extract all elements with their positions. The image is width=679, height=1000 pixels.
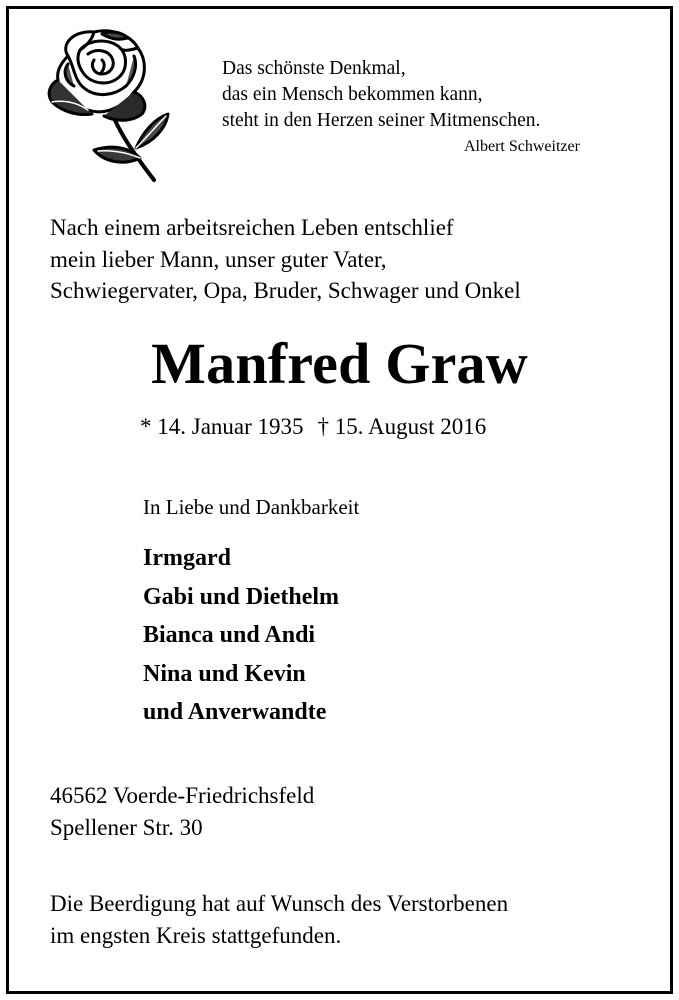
rose-icon <box>44 26 174 186</box>
quote-line: Das schönste Denkmal, <box>222 58 406 79</box>
intro-line: Nach einem arbeitsreichen Leben entschlief <box>50 215 454 240</box>
quote <box>222 56 540 134</box>
quote-line: das ein Mensch bekommen kann, <box>222 84 483 105</box>
mourner: Irmgard <box>143 545 231 571</box>
notice-line: im engsten Kreis stattgefunden. <box>50 922 342 948</box>
notice-line: Die Beerdigung hat auf Wunsch des Verstorbenen <box>50 891 509 916</box>
mourner: Gabi und Diethelm <box>143 583 340 610</box>
life-dates <box>140 414 486 440</box>
dedication: In Liebe und Dankbarkeit <box>143 495 360 519</box>
mourner: und Anverwandte <box>143 699 327 725</box>
quote-line: steht in den Herzen seiner Mitmenschen. <box>222 110 541 131</box>
intro-line: mein lieber Mann, unser guter Vater, <box>50 246 387 272</box>
address-street: Spellener Str. 30 <box>50 814 203 840</box>
mourner: Nina und Kevin <box>143 660 306 687</box>
address <box>50 780 314 843</box>
birth-date: * 14. Januar 1935 <box>140 414 304 439</box>
intro-line: Schwiegervater, Opa, Bruder, Schwager und Onkel <box>50 278 521 303</box>
mourner: Bianca und Andi <box>143 622 316 648</box>
address-city: 46562 Voerde-Friedrichsfeld <box>50 783 315 808</box>
deceased-name: Manfred Graw <box>151 331 528 396</box>
intro-text <box>50 212 521 307</box>
quote-author: Albert Schweitzer <box>464 138 580 155</box>
mourners-list <box>143 539 339 732</box>
death-date: † 15. August 2016 <box>317 414 487 439</box>
funeral-notice <box>50 888 508 951</box>
